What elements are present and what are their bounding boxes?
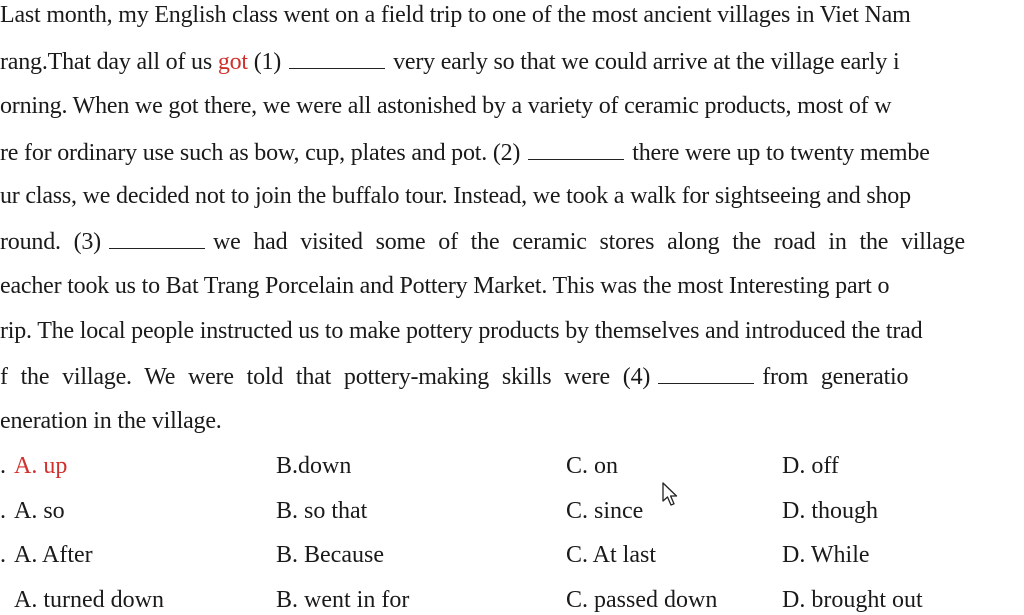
passage-text: rip. The local people instructed us to make pottery products by themselves and introduced the trad: [0, 318, 923, 344]
passage-text: ur class, we decided not to join the buffalo tour. Instead, we took a walk for sightseeing and shop: [0, 183, 911, 209]
passage-text: Last month, my English class went on a field trip to one of the most ancient villages in Viet Nam: [0, 2, 911, 28]
option-c: C. on: [566, 453, 619, 479]
passage-line-3: [0, 91, 891, 121]
passage-text: from generatio: [762, 364, 909, 390]
option-c: C. passed down: [566, 587, 718, 613]
answer-blank-1: [289, 46, 385, 69]
passage-text: round. (3): [0, 229, 101, 255]
passage-line-2: [0, 46, 899, 77]
option-b: B. so that: [276, 498, 368, 524]
option-b: B.down: [276, 453, 352, 479]
highlighted-word: got: [217, 49, 248, 75]
option-d: D. While: [782, 542, 870, 568]
mouse-pointer-icon: [662, 482, 678, 506]
question-number: .: [0, 453, 6, 479]
passage-text: very early so that we could arrive at the village early i: [393, 49, 900, 75]
answer-blank-4: [658, 361, 754, 384]
passage-text: eacher took us to Bat Trang Porcelain and Pottery Market. This was the most Interesting part o: [0, 273, 890, 299]
question-row-1: [0, 451, 1024, 481]
passage-line-5: [0, 181, 911, 211]
option-a: A. so: [14, 498, 65, 524]
option-a: A. turned down: [14, 587, 164, 613]
option-b: B. went in for: [276, 587, 410, 613]
passage-text: eneration in the village.: [0, 408, 222, 434]
option-c: C. At last: [566, 542, 657, 568]
passage-text: rang.That day all of us: [0, 49, 218, 75]
question-row-2: [0, 496, 1024, 526]
passage-text: re for ordinary use such as bow, cup, plates and pot. (2): [0, 140, 521, 166]
option-d: D. though: [782, 498, 878, 524]
passage-line-4: [0, 137, 930, 168]
passage-text: orning. When we got there, we were all astonished by a variety of ceramic products, most of w: [0, 93, 892, 119]
passage-line-7: [0, 271, 889, 301]
option-a: A. up: [14, 453, 68, 479]
passage-line-10: [0, 406, 222, 436]
option-a: A. After: [14, 542, 93, 568]
option-c: C. since: [566, 498, 644, 524]
passage-line-9: [0, 361, 908, 392]
passage-line-6: [0, 226, 965, 257]
passage-line-8: [0, 316, 922, 346]
blank-number: (1): [247, 49, 282, 75]
answer-blank-2: [528, 137, 624, 160]
passage-text: f the village. We were told that pottery-making skills were (4): [0, 364, 651, 390]
option-d: D. off: [782, 453, 839, 479]
passage-text: we had visited some of the ceramic stores along the road in the village: [212, 229, 965, 255]
answer-blank-3: [109, 226, 205, 249]
question-row-4: [0, 585, 1024, 615]
question-row-3: [0, 540, 1024, 570]
question-number: .: [0, 542, 6, 568]
option-d: D. brought out: [782, 587, 923, 613]
passage-line-1: [0, 0, 911, 30]
option-b: B. Because: [276, 542, 384, 568]
passage-text: there were up to twenty membe: [632, 140, 930, 166]
question-number: .: [0, 498, 6, 524]
